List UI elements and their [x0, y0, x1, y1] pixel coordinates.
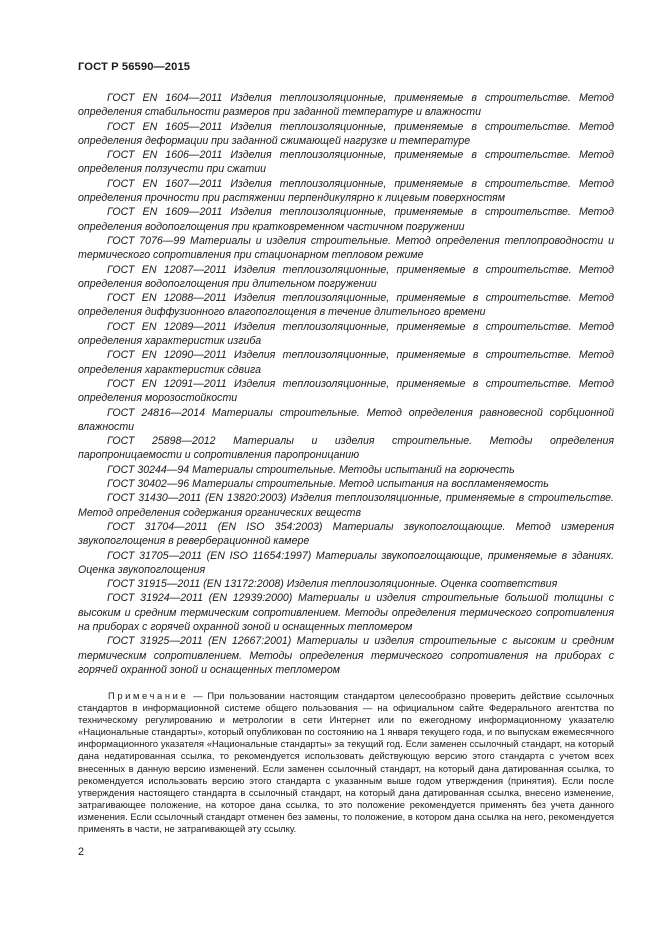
reference-item: ГОСТ 31430—2011 (EN 13820:2003) Изделия теплоизоляционные, применяемые в строительстве. Метод определения содержания органических веществ	[78, 492, 614, 519]
reference-item: ГОСТ 25898—2012 Материалы и изделия строительные. Методы определения паропроницаемости и сопротивления паропроницанию	[78, 435, 614, 462]
page-number: 2	[78, 846, 85, 858]
reference-item: ГОСТ EN 1609—2011 Изделия теплоизоляционные, применяемые в строительстве. Метод определения водопоглощения при кратковременном частичном погружении	[78, 206, 614, 233]
reference-item: ГОСТ 31924—2011 (EN 12939:2000) Материалы и изделия строительные большой толщины с высоким и средним термическим сопротивлением. Методы определения термического сопротивления на приборах с горячей охранной зоной и оснащенных тепломером	[78, 592, 614, 633]
reference-item: ГОСТ 31704—2011 (EN ISO 354:2003) Материалы звукопоглощающие. Метод измерения звукопоглощения в реверберационной камере	[78, 520, 614, 548]
note-text: При пользовании настоящим стандартом целесообразно проверить действие ссылочных стандартов в информационной системе общего пользования — на официальном сайте Федерального агентства по техническому регулированию и метрологии в сети Интернет или по ежегодному информационному указателю «Национальные стандарты», который опубликован по состоянию на 1 января текущего года, и по выпускам ежемесячного информационного указателя «Национальные стандарты» за текущий год. Если заменен ссылочный стандарт, на который дана недатированная ссылка, то рекомендуется использовать действующую версию этого стандарта с учетом всех внесенных в данную версию изменений. Если заменен ссылочный стандарт, на который дана датированная ссылка, то рекомендуется использовать версию этого стандарта с указанным выше годом утверждения (принятия). Если после утверждения настоящего стандарта в ссылочный стандарт, на который дана датированная ссылка, внесено изменение, затрагивающее положение, на которое дана ссылка, то это положение рекомендуется применять без учета данного изменения. Если ссылочный стандарт отменен без замены, то положение, в котором дана ссылка на него, рекомендуется применять в части, не затрагивающей эту ссылку.	[78, 690, 614, 835]
reference-item: ГОСТ EN 12091—2011 Изделия теплоизоляционные, применяемые в строительстве. Метод определения морозостойкости	[78, 377, 614, 405]
note-label: Примечание	[108, 690, 189, 701]
reference-item: ГОСТ EN 1604—2011 Изделия теплоизоляционные, применяемые в строительстве. Метод определения стабильности размеров при заданной температуре и влажности	[78, 92, 614, 119]
reference-item: ГОСТ 31925—2011 (EN 12667:2001) Материалы и изделия строительные с высоким и средним термическим сопротивлением. Методы определения термического сопротивления на приборах с горячей охранной зоной и оснащенных тепломером	[78, 635, 614, 676]
normative-references-list	[78, 91, 614, 677]
reference-item: ГОСТ EN 1605—2011 Изделия теплоизоляционные, применяемые в строительстве. Метод определения деформации при заданной сжимающей нагрузке и температуре	[78, 120, 614, 147]
reference-item: ГОСТ EN 12089—2011 Изделия теплоизоляционные, применяемые в строительстве. Метод определения характеристик изгиба	[78, 320, 614, 348]
reference-item: ГОСТ 31915—2011 (EN 13172:2008) Изделия теплоизоляционные. Оценка соответствия	[107, 578, 558, 591]
reference-item: ГОСТ EN 1607—2011 Изделия теплоизоляционные, применяемые в строительстве. Метод определения прочности при растяжении перпендикулярно к лицевым поверхностям	[78, 177, 614, 205]
reference-item: ГОСТ EN 1606—2011 Изделия теплоизоляционные, применяемые в строительстве. Метод определения ползучести при сжатии	[78, 149, 614, 176]
note-dash: —	[188, 690, 208, 701]
reference-item: ГОСТ EN 12090—2011 Изделия теплоизоляционные, применяемые в строительстве. Метод определения характеристик сдвига	[78, 349, 614, 376]
reference-item: ГОСТ EN 12087—2011 Изделия теплоизоляционные, применяемые в строительстве. Метод определения водопоглощения при длительном погружении	[78, 263, 614, 290]
note-paragraph	[78, 690, 614, 835]
note-block	[78, 690, 614, 835]
reference-item: ГОСТ 31705—2011 (EN ISO 11654:1997) Материалы звукопоглощающие, применяемые в зданиях. Оценка звукопоглощения	[78, 549, 614, 576]
document-code-header: ГОСТ Р 56590—2015	[78, 61, 191, 73]
reference-item: ГОСТ 30244—94 Материалы строительные. Методы испытаний на горючесть	[107, 463, 515, 476]
reference-item: ГОСТ 24816—2014 Материалы строительные. Метод определения равновесной сорбционной влажности	[78, 406, 614, 433]
reference-item: ГОСТ 7076—99 Материалы и изделия строительные. Метод определения теплопроводности и термического сопротивления при стационарном тепловом режиме	[78, 234, 614, 262]
reference-item: ГОСТ EN 12088—2011 Изделия теплоизоляционные, применяемые в строительстве. Метод определения диффузионного влагопоглощения в течение длительного времени	[78, 292, 614, 319]
reference-item: ГОСТ 30402—96 Материалы строительные. Метод испытания на воспламеняемость	[107, 478, 549, 491]
